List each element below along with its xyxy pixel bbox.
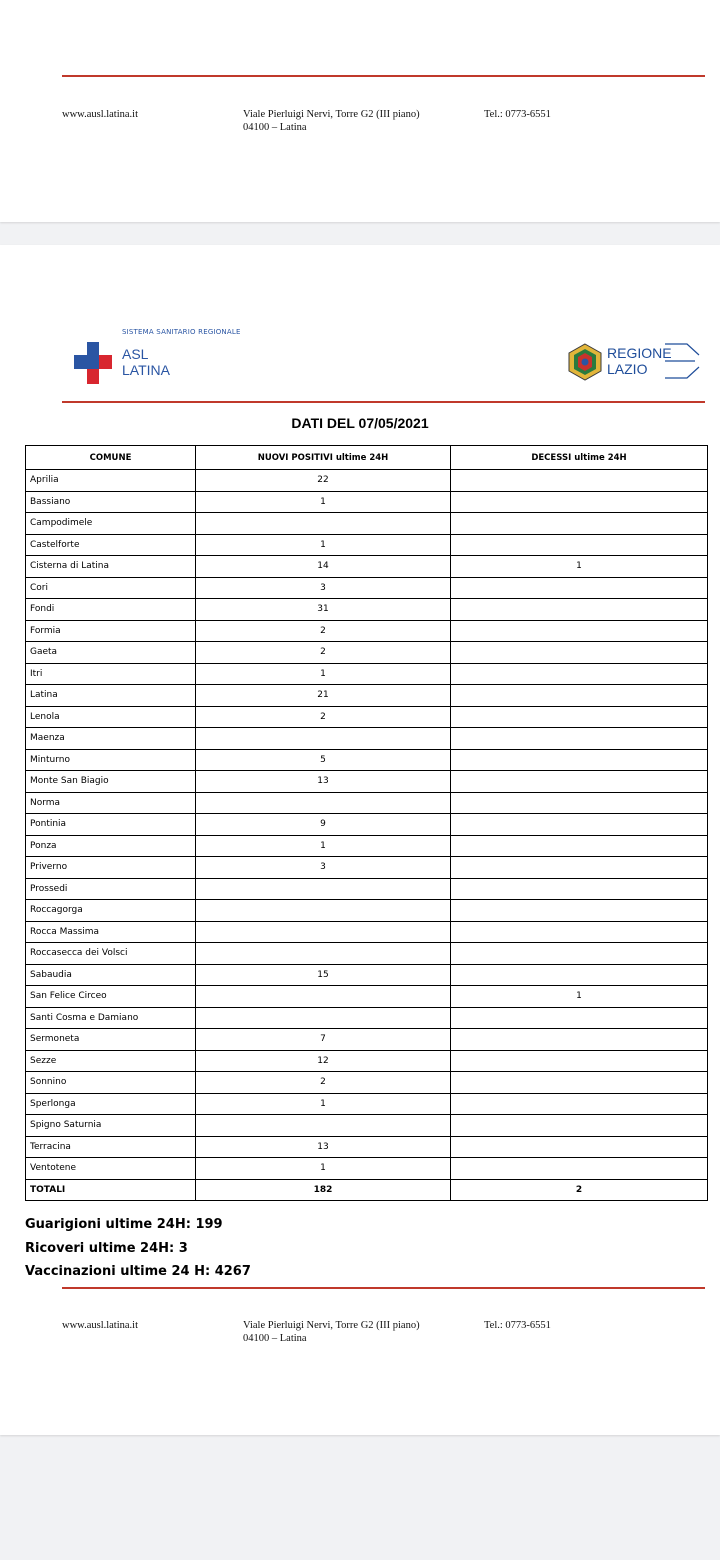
footer-tel: Tel.: 0773-6551 <box>484 1320 551 1331</box>
asl-name <box>122 346 170 378</box>
cell-comune: Roccagorga <box>26 900 196 922</box>
cell-positivi: 13 <box>196 771 451 793</box>
footer-address <box>243 108 420 134</box>
cell-comune: Priverno <box>26 857 196 879</box>
lazio-name <box>607 345 672 377</box>
table-row <box>26 577 708 599</box>
cell-comune: Cisterna di Latina <box>26 556 196 578</box>
header-divider <box>62 75 705 77</box>
cell-decessi <box>451 1029 708 1051</box>
cell-comune: Fondi <box>26 599 196 621</box>
cell-comune: Castelforte <box>26 534 196 556</box>
cell-decessi <box>451 771 708 793</box>
cell-positivi <box>196 1007 451 1029</box>
cell-decessi <box>451 878 708 900</box>
cell-decessi <box>451 728 708 750</box>
cell-positivi: 5 <box>196 749 451 771</box>
table-row <box>26 1115 708 1137</box>
table-body <box>26 470 708 1180</box>
table-row <box>26 534 708 556</box>
cell-comune: Cori <box>26 577 196 599</box>
footer-address-line1: Viale Pierluigi Nervi, Torre G2 (III piano) <box>243 109 420 120</box>
table-row <box>26 599 708 621</box>
cell-comune: Gaeta <box>26 642 196 664</box>
table-row <box>26 921 708 943</box>
cell-decessi <box>451 685 708 707</box>
cell-positivi: 1 <box>196 491 451 513</box>
cell-decessi <box>451 642 708 664</box>
cell-positivi: 14 <box>196 556 451 578</box>
red-cross-icon <box>74 342 112 384</box>
table-row <box>26 857 708 879</box>
footer-tel: Tel.: 0773-6551 <box>484 109 551 120</box>
cell-positivi: 15 <box>196 964 451 986</box>
col-decessi-header: DECESSI ultime 24H <box>451 446 708 470</box>
asl-subtitle: SISTEMA SANITARIO REGIONALE <box>122 328 241 336</box>
cell-decessi <box>451 534 708 556</box>
cell-comune: Minturno <box>26 749 196 771</box>
asl-line1: ASL <box>122 346 149 362</box>
table-row <box>26 1158 708 1180</box>
cell-decessi <box>451 943 708 965</box>
lazio-lines-icon <box>665 341 705 381</box>
table-row <box>26 900 708 922</box>
table-row <box>26 749 708 771</box>
cell-decessi <box>451 620 708 642</box>
table-row <box>26 814 708 836</box>
cell-decessi <box>451 599 708 621</box>
page-main <box>0 245 720 1435</box>
cell-comune: Ventotene <box>26 1158 196 1180</box>
cell-comune: Sabaudia <box>26 964 196 986</box>
cell-positivi: 1 <box>196 534 451 556</box>
cell-decessi <box>451 1136 708 1158</box>
cell-comune: Maenza <box>26 728 196 750</box>
covid-data-table <box>25 445 708 1201</box>
footer-address-line2: 04100 – Latina <box>243 1333 307 1344</box>
cell-decessi <box>451 964 708 986</box>
cell-comune: Sonnino <box>26 1072 196 1094</box>
cell-decessi <box>451 1007 708 1029</box>
cell-decessi <box>451 1050 708 1072</box>
cell-decessi <box>451 1093 708 1115</box>
cell-decessi: 1 <box>451 556 708 578</box>
footer-address-line2: 04100 – Latina <box>243 122 307 133</box>
cell-positivi: 1 <box>196 835 451 857</box>
cell-decessi <box>451 814 708 836</box>
cell-positivi <box>196 513 451 535</box>
cell-positivi <box>196 792 451 814</box>
cell-positivi: 2 <box>196 1072 451 1094</box>
cell-positivi: 12 <box>196 1050 451 1072</box>
col-positivi-header: NUOVI POSITIVI ultime 24H <box>196 446 451 470</box>
footer-address-line1: Viale Pierluigi Nervi, Torre G2 (III piano) <box>243 1320 420 1331</box>
cell-positivi: 9 <box>196 814 451 836</box>
cell-comune: Sezze <box>26 1050 196 1072</box>
cell-positivi <box>196 986 451 1008</box>
summary-ricoveri: Ricoveri ultime 24H: 3 <box>25 1240 188 1256</box>
cell-comune: Ponza <box>26 835 196 857</box>
table-header-row <box>26 446 708 470</box>
cell-positivi: 1 <box>196 663 451 685</box>
cell-decessi <box>451 835 708 857</box>
cell-comune: Rocca Massima <box>26 921 196 943</box>
table-row <box>26 878 708 900</box>
cell-decessi <box>451 663 708 685</box>
cell-decessi <box>451 857 708 879</box>
footer-site: www.ausl.latina.it <box>62 109 139 120</box>
table-row <box>26 728 708 750</box>
footer-divider <box>62 1287 705 1289</box>
footer-address <box>243 1319 420 1345</box>
cell-positivi: 7 <box>196 1029 451 1051</box>
table-row <box>26 470 708 492</box>
table-row <box>26 491 708 513</box>
cell-comune: Spigno Saturnia <box>26 1115 196 1137</box>
total-label: TOTALI <box>26 1179 196 1201</box>
summary-block <box>25 1213 251 1284</box>
regione-lazio-logo <box>567 341 702 383</box>
cell-positivi: 2 <box>196 642 451 664</box>
cell-decessi <box>451 921 708 943</box>
cell-positivi <box>196 878 451 900</box>
cell-positivi: 1 <box>196 1093 451 1115</box>
cell-positivi <box>196 943 451 965</box>
table-total-row <box>26 1179 708 1201</box>
cell-comune: Lenola <box>26 706 196 728</box>
cell-decessi <box>451 1158 708 1180</box>
cell-comune: Monte San Biagio <box>26 771 196 793</box>
cell-decessi <box>451 706 708 728</box>
cell-comune: San Felice Circeo <box>26 986 196 1008</box>
cell-positivi: 3 <box>196 857 451 879</box>
cell-positivi: 2 <box>196 620 451 642</box>
summary-guarigioni: Guarigioni ultime 24H: 199 <box>25 1217 223 1232</box>
cell-comune: Prossedi <box>26 878 196 900</box>
cell-comune: Latina <box>26 685 196 707</box>
cell-positivi: 22 <box>196 470 451 492</box>
cell-decessi <box>451 1072 708 1094</box>
cell-decessi <box>451 1115 708 1137</box>
cell-comune: Itri <box>26 663 196 685</box>
cell-comune: Aprilia <box>26 470 196 492</box>
region-line1: REGIONE <box>607 345 672 361</box>
table-row <box>26 835 708 857</box>
table-row <box>26 986 708 1008</box>
cell-comune: Norma <box>26 792 196 814</box>
cell-comune: Pontinia <box>26 814 196 836</box>
cell-positivi: 21 <box>196 685 451 707</box>
cell-decessi <box>451 491 708 513</box>
lazio-emblem-icon <box>567 343 603 381</box>
asl-latina-logo <box>74 328 294 388</box>
cell-comune: Sperlonga <box>26 1093 196 1115</box>
cell-decessi <box>451 513 708 535</box>
table-row <box>26 556 708 578</box>
cell-comune: Sermoneta <box>26 1029 196 1051</box>
page-top <box>0 0 720 222</box>
cell-comune: Roccasecca dei Volsci <box>26 943 196 965</box>
cell-decessi <box>451 749 708 771</box>
cell-decessi <box>451 470 708 492</box>
table-row <box>26 663 708 685</box>
total-decessi: 2 <box>451 1179 708 1201</box>
cell-decessi: 1 <box>451 986 708 1008</box>
header-divider-main <box>62 401 705 403</box>
cell-positivi: 1 <box>196 1158 451 1180</box>
cell-comune: Formia <box>26 620 196 642</box>
cell-decessi <box>451 577 708 599</box>
cell-positivi: 31 <box>196 599 451 621</box>
table-row <box>26 792 708 814</box>
cell-comune: Bassiano <box>26 491 196 513</box>
table-row <box>26 1007 708 1029</box>
cell-positivi: 3 <box>196 577 451 599</box>
cell-positivi <box>196 900 451 922</box>
asl-line2: LATINA <box>122 362 170 378</box>
table-row <box>26 1136 708 1158</box>
cell-decessi <box>451 900 708 922</box>
table-row <box>26 1093 708 1115</box>
cell-decessi <box>451 792 708 814</box>
cell-positivi: 13 <box>196 1136 451 1158</box>
cell-comune: Terracina <box>26 1136 196 1158</box>
table-row <box>26 620 708 642</box>
summary-vaccinazioni: Vaccinazioni ultime 24 H: 4267 <box>25 1264 251 1279</box>
col-comune-header: COMUNE <box>26 446 196 470</box>
table-row <box>26 943 708 965</box>
document-title: DATI DEL 07/05/2021 <box>291 415 429 431</box>
table-row <box>26 1072 708 1094</box>
cell-comune: Campodimele <box>26 513 196 535</box>
footer-site: www.ausl.latina.it <box>62 1320 139 1331</box>
table-row <box>26 513 708 535</box>
table-row <box>26 1050 708 1072</box>
table-row <box>26 685 708 707</box>
cell-positivi <box>196 728 451 750</box>
region-line2: LAZIO <box>607 361 648 377</box>
table-row <box>26 642 708 664</box>
cell-comune: Santi Cosma e Damiano <box>26 1007 196 1029</box>
table-row <box>26 771 708 793</box>
table-row <box>26 706 708 728</box>
cell-positivi <box>196 1115 451 1137</box>
total-positivi: 182 <box>196 1179 451 1201</box>
cell-positivi <box>196 921 451 943</box>
table-row <box>26 1029 708 1051</box>
cell-positivi: 2 <box>196 706 451 728</box>
table-row <box>26 964 708 986</box>
